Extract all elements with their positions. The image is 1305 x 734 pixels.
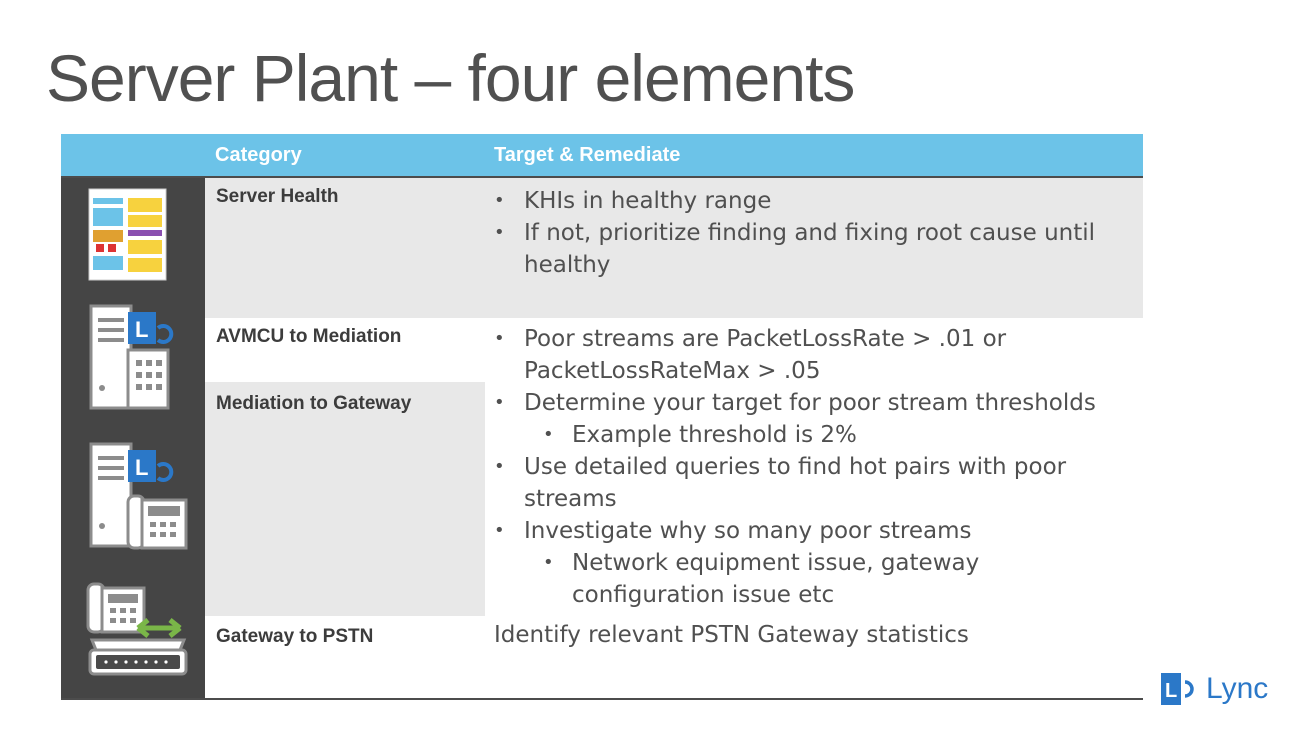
row-content-pstn: Identify relevant PSTN Gateway statistics xyxy=(494,622,969,648)
lync-logo-icon xyxy=(1160,672,1200,706)
row-category-pstn: Gateway to PSTN xyxy=(216,626,374,647)
row-content-mediation xyxy=(494,323,1134,611)
sub-bullet: • Example threshold is 2% xyxy=(494,419,1134,451)
header-category: Category xyxy=(215,144,302,166)
row-content-server-health xyxy=(494,185,1134,281)
table-header xyxy=(61,134,1143,178)
svg-text:L: L xyxy=(135,317,149,342)
phone-gateway-icon xyxy=(86,580,190,680)
bullet: • Determine your target for poor stream thresholds xyxy=(494,387,1134,419)
svg-text:L: L xyxy=(1165,680,1178,702)
table-bottom-border xyxy=(61,698,1143,700)
lync-server-building-icon xyxy=(88,300,188,412)
row-category-avmcu: AVMCU to Mediation xyxy=(216,326,402,347)
page-title: Server Plant – four elements xyxy=(46,41,855,115)
bullet: • Poor streams are PacketLossRate > .01 or PacketLossRateMax > .05 xyxy=(494,323,1134,387)
lync-logo-text: Lync xyxy=(1206,672,1269,705)
dashboard-thumbnail-icon xyxy=(88,188,168,282)
svg-text:L: L xyxy=(135,455,149,480)
row-category-mediation: Mediation to Gateway xyxy=(216,393,412,414)
bullet: • KHIs in healthy range xyxy=(494,185,1134,217)
bullet: • Investigate why so many poor streams xyxy=(494,515,1134,547)
table-row xyxy=(205,382,485,616)
row-category-server-health: Server Health xyxy=(216,186,339,207)
lync-logo xyxy=(1160,672,1268,706)
header-target: Target & Remediate xyxy=(494,144,681,166)
bullet: • Use detailed queries to find hot pairs with poor streams xyxy=(494,451,1134,515)
lync-server-phone-icon xyxy=(88,440,188,552)
sub-bullet: • Network equipment issue, gateway configuration issue etc xyxy=(494,547,1134,611)
bullet: • If not, prioritize finding and fixing root cause until healthy xyxy=(494,217,1134,281)
